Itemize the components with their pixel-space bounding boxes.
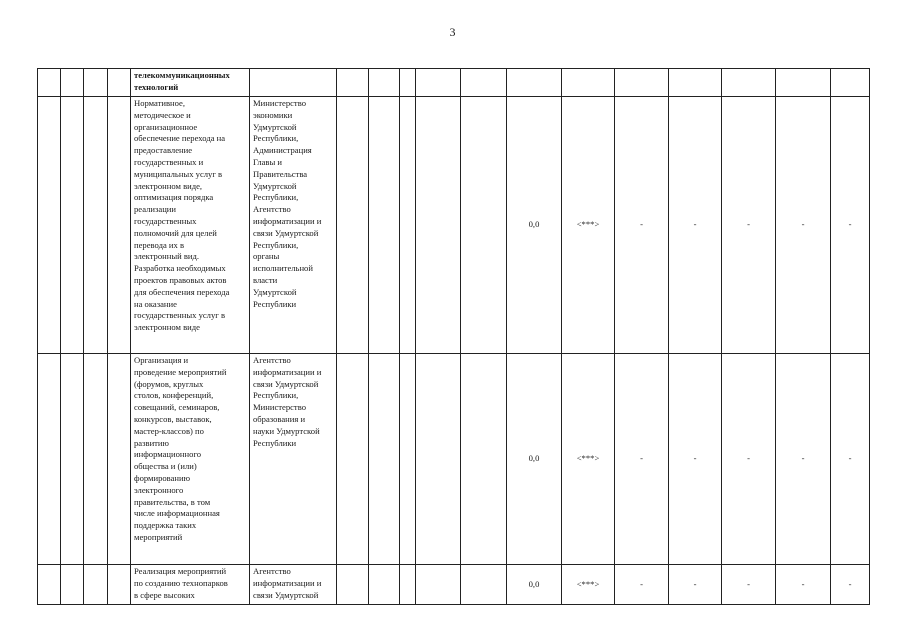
dash-cell bbox=[615, 69, 669, 97]
code-cell bbox=[84, 69, 108, 97]
code-cell bbox=[38, 565, 61, 605]
code-cell bbox=[400, 97, 416, 354]
code-cell bbox=[400, 565, 416, 605]
code-cell bbox=[369, 69, 400, 97]
action-name-cell: Реализация мероприятий по созданию технопарков в сфере высоких bbox=[131, 565, 250, 605]
note-cell: <***> bbox=[562, 354, 615, 565]
note-cell: <***> bbox=[562, 565, 615, 605]
dash-cell bbox=[722, 69, 776, 97]
table-row bbox=[38, 354, 870, 565]
code-cell bbox=[108, 69, 131, 97]
executor-cell: Агентство информатизации и связи Удмуртской Республики, Министерство образования и науки Удмуртской Республики bbox=[250, 354, 337, 565]
code-cell bbox=[108, 97, 131, 354]
table-row bbox=[38, 565, 870, 605]
dash-cell: - bbox=[776, 97, 831, 354]
program-table bbox=[37, 68, 870, 605]
code-cell bbox=[416, 354, 461, 565]
code-cell bbox=[38, 69, 61, 97]
dash-cell bbox=[776, 69, 831, 97]
value-cell: 0,0 bbox=[507, 565, 562, 605]
table-row bbox=[38, 97, 870, 354]
code-cell bbox=[61, 97, 84, 354]
dash-cell: - bbox=[722, 565, 776, 605]
code-cell bbox=[400, 354, 416, 565]
dash-cell bbox=[831, 69, 870, 97]
note-cell bbox=[562, 69, 615, 97]
code-cell bbox=[461, 97, 507, 354]
code-cell bbox=[400, 69, 416, 97]
dash-cell: - bbox=[831, 97, 870, 354]
value-cell: 0,0 bbox=[507, 97, 562, 354]
code-cell bbox=[369, 354, 400, 565]
dash-cell: - bbox=[669, 565, 722, 605]
code-cell bbox=[61, 354, 84, 565]
action-name-cell: Нормативное, методическое и организационное обеспечение перехода на предоставление государственных и муниципальных услуг в электронном виде, оптимизация порядка реализации государственных полномочий для целей перевода их в электронный вид. Разработка необходимых проектов правовых актов для обеспечения перехода на оказание государственных услуг в электронном виде bbox=[131, 97, 250, 354]
action-name-cell: Организация и проведение мероприятий (форумов, круглых столов, конференций, совещаний, семинаров, конкурсов, выставок, мастер-классов) по развитию информационного общества и (или) формированию электронного правительства, в том числе информационная поддержка таких мероприятий bbox=[131, 354, 250, 565]
dash-cell: - bbox=[722, 354, 776, 565]
dash-cell: - bbox=[776, 565, 831, 605]
dash-cell: - bbox=[615, 97, 669, 354]
dash-cell bbox=[669, 69, 722, 97]
code-cell bbox=[84, 565, 108, 605]
code-cell bbox=[416, 97, 461, 354]
code-cell bbox=[337, 97, 369, 354]
code-cell bbox=[108, 565, 131, 605]
code-cell bbox=[461, 565, 507, 605]
dash-cell: - bbox=[615, 565, 669, 605]
code-cell bbox=[337, 69, 369, 97]
value-cell: 0,0 bbox=[507, 354, 562, 565]
dash-cell: - bbox=[831, 565, 870, 605]
code-cell bbox=[337, 354, 369, 565]
page-number: 3 bbox=[449, 25, 456, 39]
table-row bbox=[38, 69, 870, 97]
code-cell bbox=[369, 565, 400, 605]
dash-cell: - bbox=[615, 354, 669, 565]
code-cell bbox=[84, 354, 108, 565]
code-cell bbox=[369, 97, 400, 354]
code-cell bbox=[416, 565, 461, 605]
executor-cell bbox=[250, 69, 337, 97]
note-cell: <***> bbox=[562, 97, 615, 354]
action-name-cell: телекоммуникационных технологий bbox=[131, 69, 250, 97]
code-cell bbox=[84, 97, 108, 354]
code-cell bbox=[38, 97, 61, 354]
dash-cell: - bbox=[669, 97, 722, 354]
dash-cell: - bbox=[831, 354, 870, 565]
code-cell bbox=[337, 565, 369, 605]
value-cell bbox=[507, 69, 562, 97]
code-cell bbox=[108, 354, 131, 565]
code-cell bbox=[61, 69, 84, 97]
code-cell bbox=[461, 354, 507, 565]
code-cell bbox=[61, 565, 84, 605]
dash-cell: - bbox=[722, 97, 776, 354]
executor-cell: Агентство информатизации и связи Удмуртской bbox=[250, 565, 337, 605]
dash-cell: - bbox=[669, 354, 722, 565]
code-cell bbox=[461, 69, 507, 97]
code-cell bbox=[416, 69, 461, 97]
executor-cell: Министерство экономики Удмуртской Республики, Администрация Главы и Правительства Удмуртской Республики, Агентство информатизации и связи Удмуртской Республики, органы исполнительной власти Удмуртской Республики bbox=[250, 97, 337, 354]
dash-cell: - bbox=[776, 354, 831, 565]
code-cell bbox=[38, 354, 61, 565]
